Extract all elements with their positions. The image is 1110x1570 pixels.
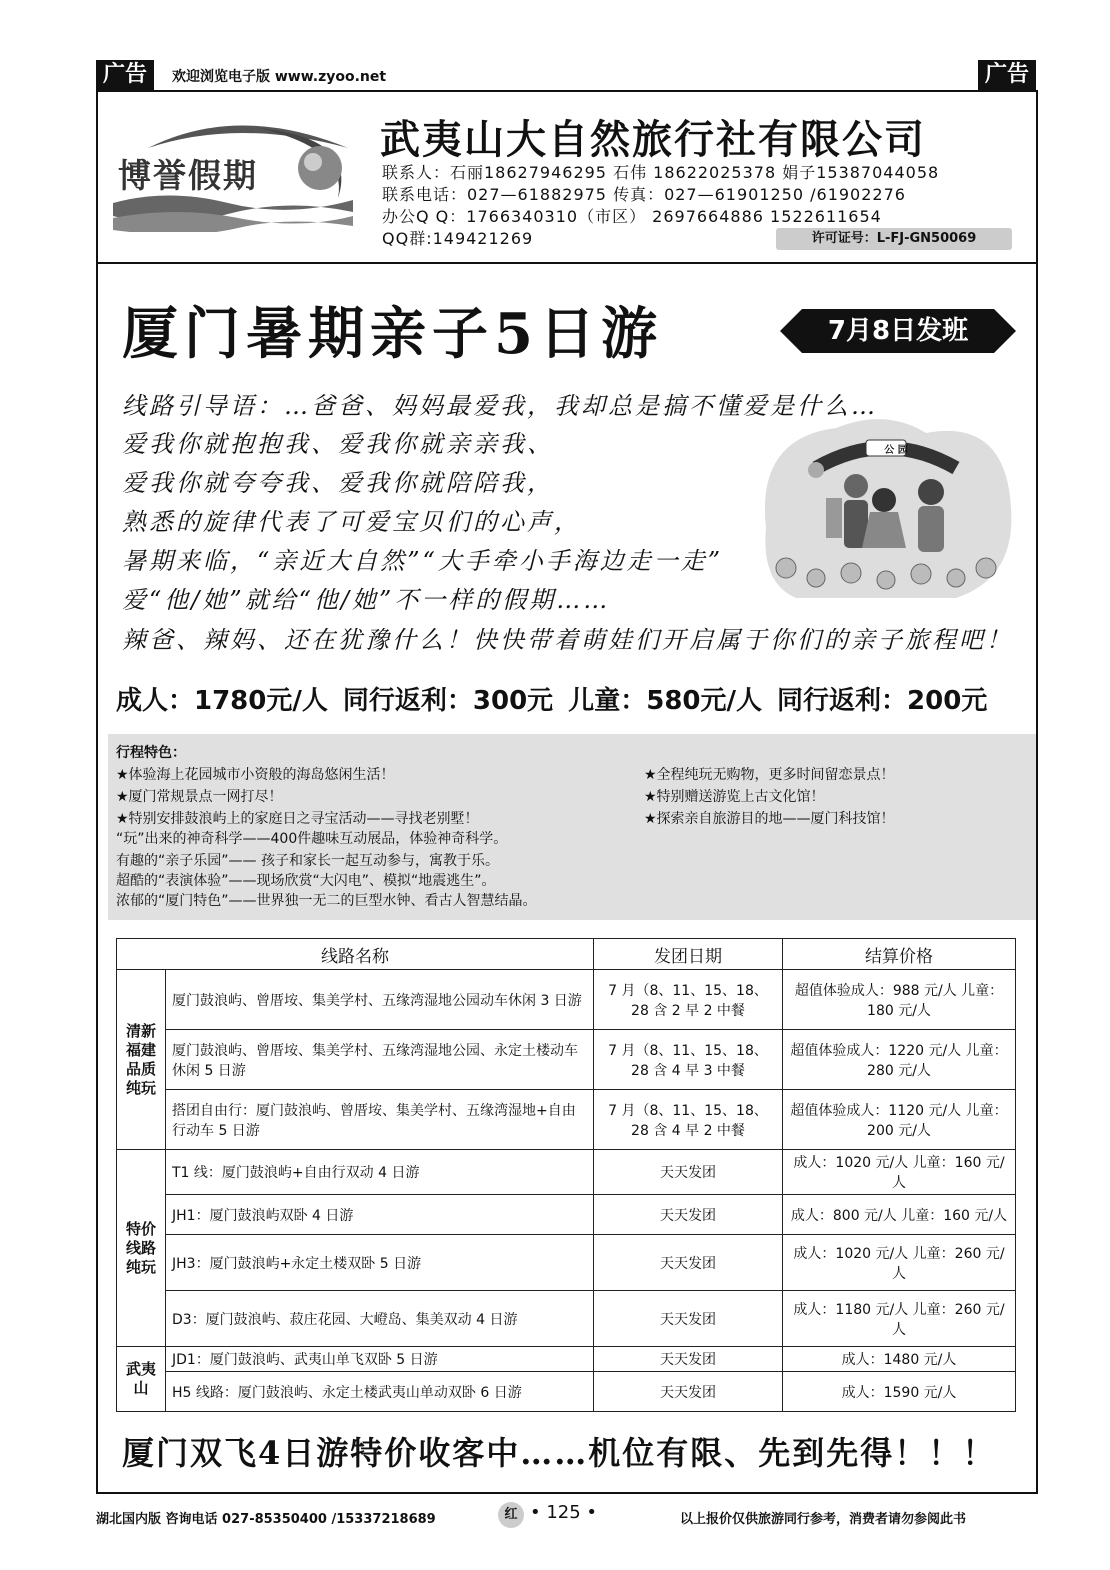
- category-cell: 武夷山: [117, 1347, 166, 1412]
- price-line: 成人：1780元/人 同行返利：300元 儿童：580元/人 同行返利：200元: [116, 686, 988, 716]
- intro-line: 线路引导语：…爸爸、妈妈最爱我，我却总是搞不懂爱是什么…: [122, 392, 878, 420]
- intro-line: 爱我你就夸夸我、爱我你就陪陪我，: [122, 469, 554, 497]
- route-date: 天天发团: [594, 1150, 783, 1195]
- route-date: 天天发团: [594, 1235, 783, 1291]
- page-number: • 125 •: [530, 1502, 598, 1523]
- footer-right: 以上报价仅供旅游同行参考，消费者请勿参阅此书: [680, 1512, 967, 1527]
- route-date: 天天发团: [594, 1195, 783, 1235]
- feature-item: 超酷的“表演体验”——现场欣赏“大闪电”、模拟“地震逃生”。: [116, 873, 496, 889]
- route-date: 天天发团: [594, 1347, 783, 1372]
- table-row: [117, 1090, 1016, 1150]
- contact-persons: 联系人：石丽18627946295 石伟 18622025378 娟子15387044058: [382, 163, 940, 182]
- table-row: [117, 1150, 1016, 1195]
- contact-qq-group: QQ群:149421269: [382, 229, 534, 248]
- ad-label-left: 广告: [96, 60, 154, 90]
- route-date: 7 月（8、11、15、18、28 含 2 早 2 中餐: [594, 970, 783, 1030]
- ad-label-right: 广告: [978, 60, 1036, 90]
- feature-item: ★特别赠送游览上古文化馆！: [644, 789, 825, 805]
- route-price: 超值体验成人：988 元/人 儿童：180 元/人: [783, 970, 1016, 1030]
- promo-title: 厦门暑期亲子5日游: [122, 301, 663, 367]
- bottom-slogan: 厦门双飞4日游特价收客中……机位有限、先到先得！！！: [122, 1434, 997, 1472]
- table-row: [117, 970, 1016, 1030]
- route-date: 天天发团: [594, 1372, 783, 1412]
- route-name: 厦门鼓浪屿、曾厝垵、集美学村、五缘湾湿地公园、永定土楼动车休闲 5 日游: [166, 1030, 594, 1090]
- route-name: JH1：厦门鼓浪屿双卧 4 日游: [166, 1195, 594, 1235]
- license-badge: 许可证号：L-FJ-GN50069: [776, 228, 1012, 250]
- logo-text: 博誉假期: [118, 156, 258, 195]
- route-name: H5 线路：厦门鼓浪屿、永定土楼武夷山单动双卧 6 日游: [166, 1372, 594, 1412]
- route-price: 超值体验成人：1220 元/人 儿童：280 元/人: [783, 1030, 1016, 1090]
- header-date: 发团日期: [594, 939, 783, 970]
- footer-left: 湖北国内版 咨询电话 027-85350400 /15337218689: [96, 1512, 436, 1527]
- departure-text: 7月8日发班: [827, 316, 969, 346]
- route-price: 成人：1180 元/人 儿童：260 元/人: [783, 1291, 1016, 1347]
- route-price: 超值体验成人：1120 元/人 儿童：200 元/人: [783, 1090, 1016, 1150]
- park-sign: 公 园: [884, 445, 908, 456]
- route-name: D3：厦门鼓浪屿、菽庄花园、大嶝岛、集美双动 4 日游: [166, 1291, 594, 1347]
- intro-line: 暑期来临，“亲近大自然”“大手牵小手海边走一走”: [122, 547, 724, 575]
- category-cell: 特价线路纯玩: [117, 1150, 166, 1347]
- intro-line: 熟悉的旋律代表了可爱宝贝们的心声，: [122, 508, 581, 536]
- route-price: 成人：1020 元/人 儿童：260 元/人: [783, 1235, 1016, 1291]
- welcome-text: 欢迎浏览电子版 www.zyoo.net: [172, 69, 387, 85]
- feature-item: 有趣的“亲子乐园”—— 孩子和家长一起互动参与，寓教于乐。: [116, 853, 499, 869]
- table-row: [117, 1235, 1016, 1291]
- routes-table: [116, 938, 1016, 1412]
- route-price: 成人：1020 元/人 儿童：160 元/人: [783, 1150, 1016, 1195]
- route-date: 7 月（8、11、15、18、28 含 4 早 2 中餐: [594, 1090, 783, 1150]
- table-row: [117, 1195, 1016, 1235]
- table-row: [117, 1372, 1016, 1412]
- route-price: 成人：1590 元/人: [783, 1372, 1016, 1412]
- intro-line: 爱我你就抱抱我、爱我你就亲亲我、: [122, 430, 554, 458]
- route-name: 厦门鼓浪屿、曾厝垵、集美学村、五缘湾湿地公园动车休闲 3 日游: [166, 970, 594, 1030]
- feature-item: ★特别安排鼓浪屿上的家庭日之寻宝活动——寻找老别墅！: [116, 811, 479, 827]
- feature-item: ★探索亲自旅游目的地——厦门科技馆！: [644, 811, 895, 827]
- table-row: [117, 1347, 1016, 1372]
- intro-line: 辣爸、辣妈、还在犹豫什么！快快带着萌娃们开启属于你们的亲子旅程吧！: [122, 626, 1013, 654]
- contact-phone: 联系电话：027—61882975 传真：027—61901250 /61902276: [382, 185, 906, 204]
- divider: [96, 262, 1036, 264]
- route-price: 成人：1480 元/人: [783, 1347, 1016, 1372]
- intro-line: 爱“他/她”就给“他/她”不一样的假期……: [122, 586, 611, 614]
- route-name: JD1：厦门鼓浪屿、武夷山单飞双卧 5 日游: [166, 1347, 594, 1372]
- family-park-illustration: [756, 408, 1016, 608]
- contact-qq: 办公Q Q：1766340310（市区） 2697664886 1522611654: [382, 207, 882, 226]
- company-name: 武夷山大自然旅行社有限公司: [380, 117, 926, 163]
- table-row: [117, 1030, 1016, 1090]
- header-route-name: 线路名称: [117, 939, 594, 970]
- feature-item: ★全程纯玩无购物，更多时间留恋景点！: [644, 767, 895, 783]
- feature-item: 浓郁的“厦门特色”——世界独一无二的巨型水钟、看古人智慧结晶。: [116, 893, 537, 909]
- route-date: 天天发团: [594, 1291, 783, 1347]
- route-name: T1 线：厦门鼓浪屿+自由行双动 4 日游: [166, 1150, 594, 1195]
- feature-item: ★体验海上花园城市小资般的海岛悠闲生活！: [116, 767, 395, 783]
- table-row: [117, 1291, 1016, 1347]
- route-date: 7 月（8、11、15、18、28 含 4 早 3 中餐: [594, 1030, 783, 1090]
- category-cell: 清新福建品质纯玩: [117, 970, 166, 1150]
- table-header-row: [117, 939, 1016, 970]
- route-name: 搭团自由行：厦门鼓浪屿、曾厝垵、集美学村、五缘湾湿地+自由行动车 5 日游: [166, 1090, 594, 1150]
- footer-badge: 红: [498, 1502, 524, 1528]
- feature-item: ★厦门常规景点一网打尽！: [116, 789, 283, 805]
- route-price: 成人：800 元/人 儿童：160 元/人: [783, 1195, 1016, 1235]
- features-heading: 行程特色：: [116, 745, 186, 761]
- feature-item: “玩”出来的神奇科学——400件趣味互动展品，体验神奇科学。: [116, 831, 508, 847]
- header-price: 结算价格: [783, 939, 1016, 970]
- route-name: JH3：厦门鼓浪屿+永定土楼双卧 5 日游: [166, 1235, 594, 1291]
